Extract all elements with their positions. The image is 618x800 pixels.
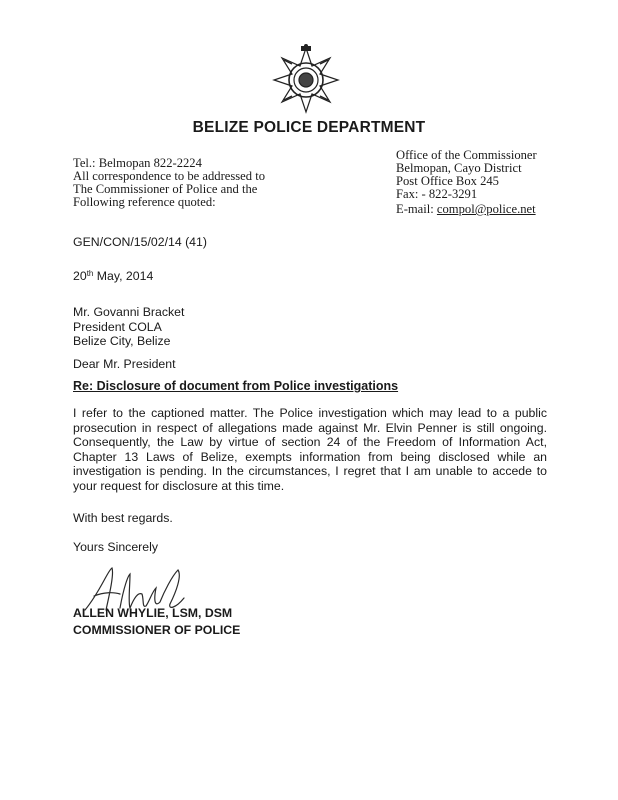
letterhead-left-line: The Commissioner of Police and the (73, 182, 258, 196)
recipient-line: Belize City, Belize (73, 334, 171, 348)
subject-line: Re: Disclosure of document from Police investigations (73, 379, 399, 393)
reference-number: GEN/CON/15/02/14 (41) (73, 235, 207, 249)
letterhead-right-line: Post Office Box 245 (396, 174, 499, 188)
letterhead-right-line: Office of the Commissioner (396, 148, 537, 162)
salutation: Dear Mr. President (73, 357, 176, 371)
letterhead-right-line: Fax: - 822-3291 (396, 187, 478, 201)
letterhead-left (73, 157, 265, 209)
letterhead-left-line: Tel.: Belmopan 822-2224 (73, 156, 202, 170)
closing-yours: Yours Sincerely (73, 540, 158, 554)
recipient-address (73, 305, 184, 349)
email-line (396, 203, 536, 216)
letterhead-left-line: Following reference quoted: (73, 195, 216, 209)
date-rest: May, 2014 (93, 269, 154, 283)
recipient-line: Mr. Govanni Bracket (73, 305, 185, 319)
letterhead-left-line: All correspondence to be addressed to (73, 169, 265, 183)
letter-date (73, 269, 153, 284)
closing-regards: With best regards. (73, 511, 173, 525)
date-day: 20 (73, 269, 87, 283)
signatory-name: ALLEN WHYLIE, LSM, DSM (73, 606, 233, 620)
police-crest-icon (270, 44, 342, 116)
signatory-title: COMMISSIONER OF POLICE (73, 623, 241, 637)
letterhead-right-line: Belmopan, Cayo District (396, 161, 522, 175)
letter-body: I refer to the captioned matter. The Police investigation which may lead to a public prosecution in respect of allegations made against Mr. Elvin Penner is still ongoing. Consequently, the Law by virtue of section 24 of the Freedom of Information Act, Chapter 13 Laws of Belize, exempts information from being disclosed while an investigation is pending. In the circumstances, I regret that I am unable to accede to your request for disclosure at this time. (73, 406, 547, 493)
letterhead-right (396, 149, 537, 201)
recipient-line: President COLA (73, 319, 162, 334)
email-label: E-mail: (396, 202, 437, 216)
department-name: BELIZE POLICE DEPARTMENT (192, 119, 426, 136)
date-suffix: th (86, 269, 94, 278)
email-link[interactable]: compol@police.net (436, 202, 536, 216)
